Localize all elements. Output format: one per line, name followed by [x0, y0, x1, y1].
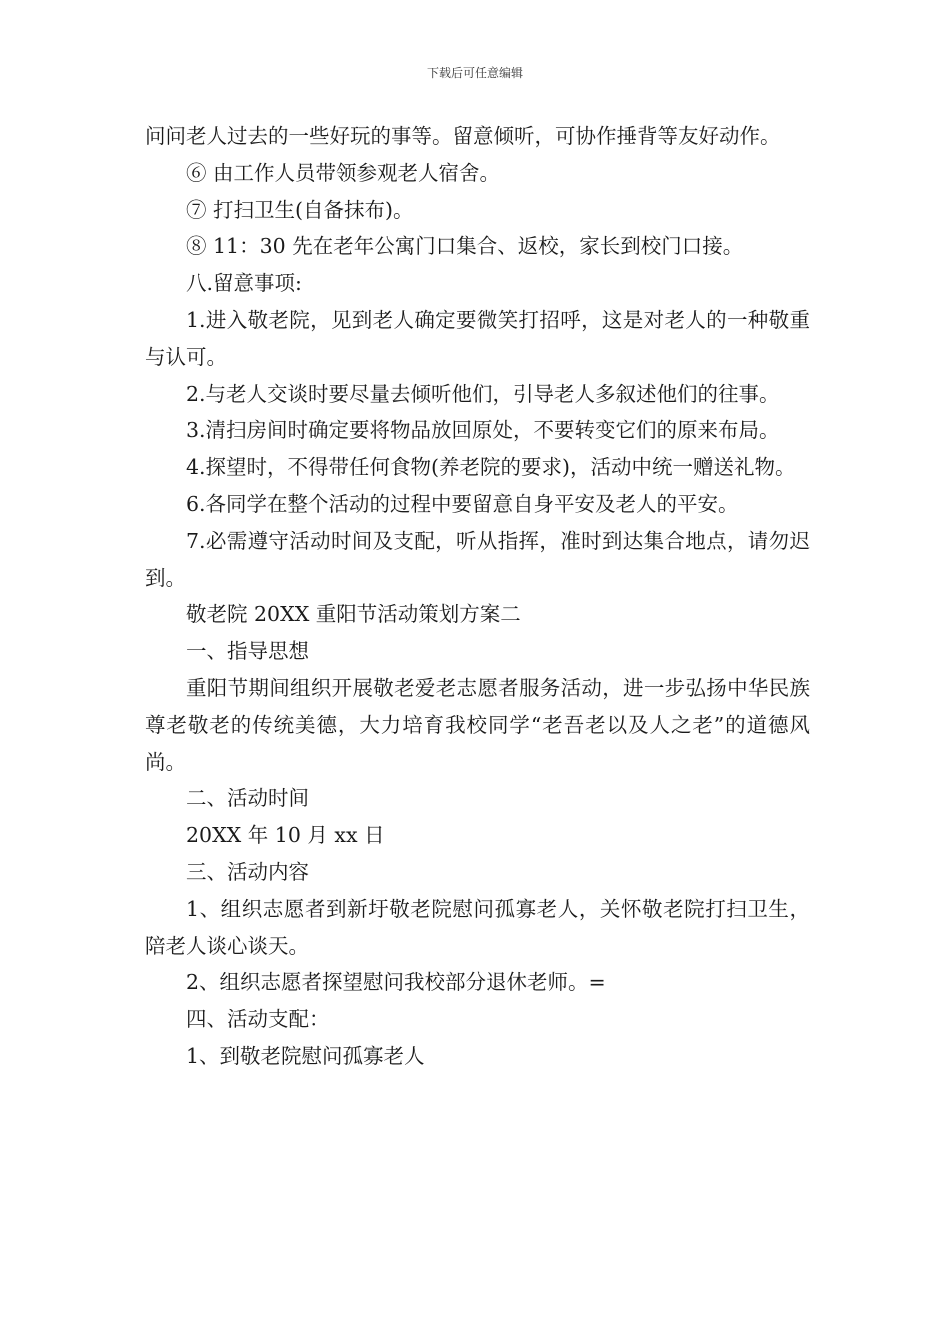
section-heading: 二、活动时间	[186, 786, 309, 811]
paragraph: ⑧ 11：30 先在老年公寓门口集合、返校，家长到校门口接。	[186, 234, 744, 259]
paragraph: 2.与老人交谈时要尽量去倾听他们，引导老人多叙述他们的往事。	[186, 381, 780, 406]
paragraph: 3.清扫房间时确定要将物品放回原处，不要转变它们的原来布局。	[186, 418, 780, 443]
paragraph: ⑦ 打扫卫生(自备抹布)。	[186, 197, 414, 222]
paragraph: 7.必需遵守活动时间及支配，听从指挥，准时到达集合地点，请勿迟到。	[145, 528, 810, 590]
section-heading: 四、活动支配：	[186, 1007, 330, 1032]
paragraph: 1.进入敬老院，见到老人确定要微笑打招呼，这是对老人的一种敬重与认可。	[145, 307, 810, 369]
paragraph: 1、到敬老院慰问孤寡老人	[186, 1043, 425, 1068]
paragraph: 6.各同学在整个活动的过程中要留意自身平安及老人的平安。	[186, 491, 739, 516]
paragraph: 4.探望时，不得带任何食物(养老院的要求)，活动中统一赠送礼物。	[186, 455, 796, 480]
paragraph: 1、组织志愿者到新圩敬老院慰问孤寡老人，关怀敬老院打扫卫生，陪老人谈心谈天。	[145, 896, 810, 958]
paragraph: 2、组织志愿者探望慰问我校部分退休老师。=	[186, 970, 606, 995]
paragraph: 问问老人过去的一些好玩的事等。留意倾听，可协作捶背等友好动作。	[145, 124, 781, 148]
section-title: 敬老院 20XX 重阳节活动策划方案二	[186, 602, 521, 627]
paragraph: 重阳节期间组织开展敬老爱老志愿者服务活动，进一步弘扬中华民族尊老敬老的传统美德，大力培育我校同学“老吾老以及人之老”的道德风尚。	[145, 675, 810, 774]
section-heading: 八.留意事项:	[186, 271, 302, 296]
section-heading: 一、指导思想	[186, 639, 309, 664]
paragraph: 20XX 年 10 月 xx 日	[186, 823, 385, 848]
page-header: 下载后可任意编辑	[426, 66, 523, 80]
section-heading: 三、活动内容	[186, 859, 309, 884]
paragraph: ⑥ 由工作人员带领参观老人宿舍。	[186, 160, 501, 185]
document-body	[145, 118, 810, 1075]
